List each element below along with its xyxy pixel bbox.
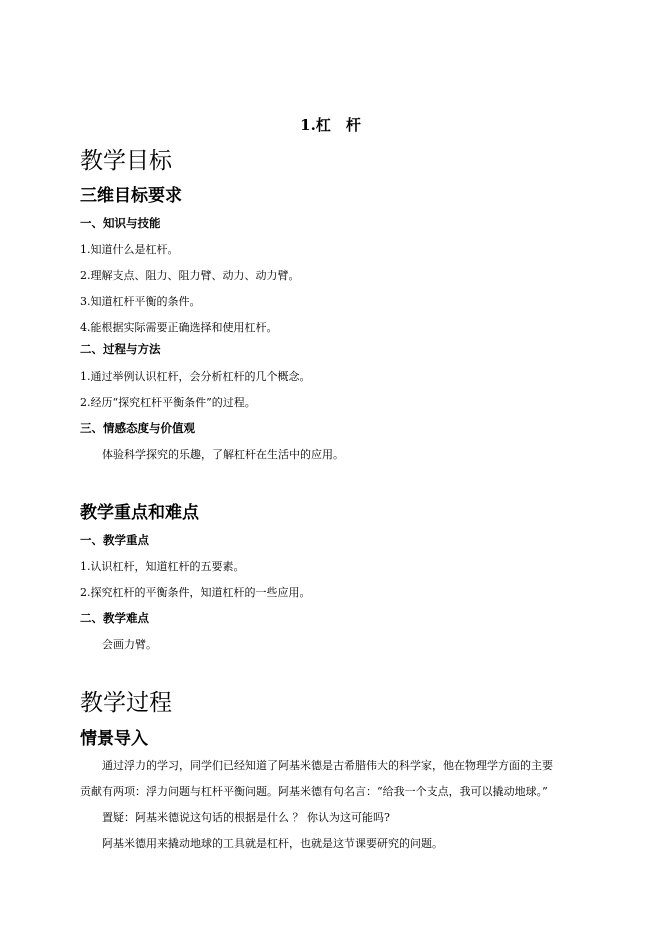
list-item: 4.能根据实际需要正确选择和使用杠杆。	[80, 321, 278, 334]
section-heading-keypoints: 教学重点和难点	[80, 503, 199, 523]
section-heading-process: 教学过程	[80, 690, 172, 716]
list-item: 3.知道杠杆平衡的条件。	[80, 295, 201, 308]
list-item: 1.通过举例认识杠杆，会分析杠杆的几个概念。	[80, 370, 311, 383]
paragraph-line: 通过浮力的学习，同学们已经知道了阿基米德是古希腊伟大的科学家，他在物理学方面的主要	[102, 759, 553, 772]
list-item: 1.认识杠杆，知道杠杆的五要素。	[80, 560, 245, 573]
list-item: 2.经历“探究杠杆平衡条件”的过程。	[80, 396, 256, 409]
heading-teaching-difficulty: 二、教学难点	[80, 611, 149, 625]
heading-process-methods: 二、过程与方法	[80, 342, 161, 356]
list-item: 1.知道什么是杠杆。	[80, 243, 179, 256]
paragraph-line: 贡献有两项：浮力问题与杠杆平衡问题。阿基米德有句名言：“给我一个支点，我可以撬动地球。”	[80, 785, 548, 798]
subheading-three-dimensional-goals: 三维目标要求	[80, 186, 182, 206]
heading-knowledge-skills: 一、知识与技能	[80, 216, 161, 230]
paragraph-difficulty: 会画力臂。	[102, 638, 157, 651]
paragraph-line: 阿基米德用来撬动地球的工具就是杠杆，也就是这节课要研究的问题。	[102, 837, 443, 850]
subheading-scenario-intro: 情景导入	[80, 729, 148, 749]
paragraph-line: 置疑：阿基米德说这句话的根据是什么 ？ 你认为这可能吗?	[102, 811, 390, 824]
document-title: 1.杠 杆	[300, 116, 361, 134]
section-heading-objectives: 教学目标	[80, 148, 172, 174]
heading-attitude-values: 三、情感态度与价值观	[80, 421, 195, 435]
list-item: 2.理解支点、阻力、阻力臂、动力、动力臂。	[80, 269, 300, 282]
paragraph-attitude: 体验科学探究的乐趣，了解杠杆在生活中的应用。	[102, 448, 344, 461]
heading-teaching-focus: 一、教学重点	[80, 533, 149, 547]
list-item: 2.探究杠杆的平衡条件，知道杠杆的一些应用。	[80, 586, 311, 599]
